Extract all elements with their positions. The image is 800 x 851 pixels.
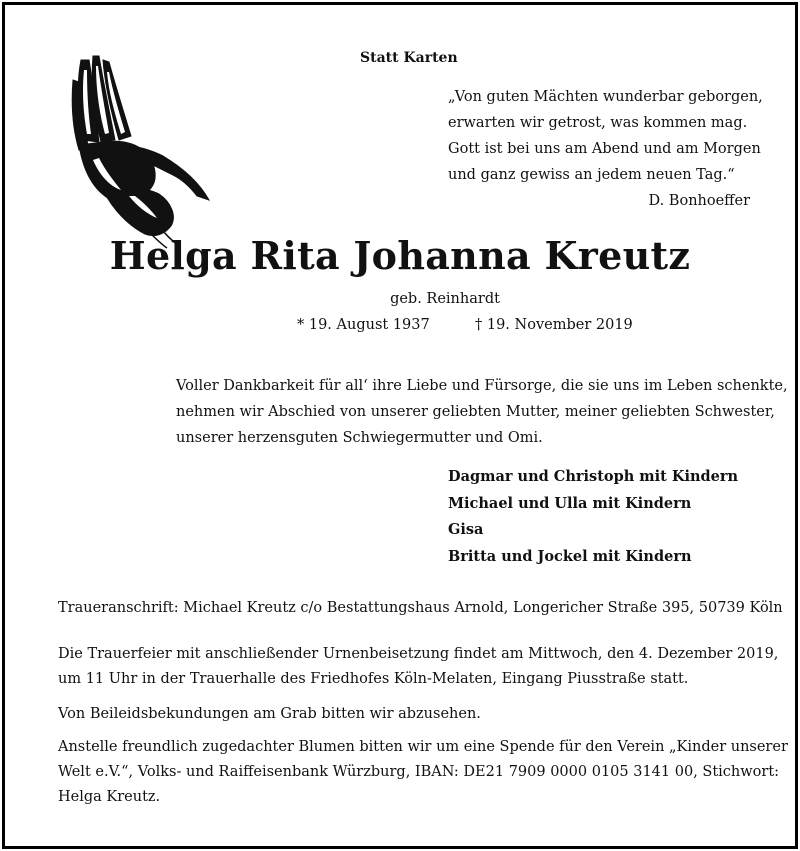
obituary-notice xyxy=(2,2,798,849)
birth-name: geb. Reinhardt xyxy=(390,291,500,307)
intro-line: nehmen wir Abschied von unserer geliebten Mutter, meiner geliebten Schwester, xyxy=(176,404,775,420)
ceremony-line: Die Trauerfeier mit anschließender Urnenbeisetzung findet am Mittwoch, den 4. Dezember 2019, xyxy=(58,646,779,662)
quote-line: und ganz gewiss an jedem neuen Tag.“ xyxy=(448,167,735,183)
deceased-name: Helga Rita Johanna Kreutz xyxy=(109,233,691,278)
condolences-line: Von Beileidsbekundungen am Grab bitten wir abzusehen. xyxy=(58,706,481,722)
intro-line: Voller Dankbarkeit für all‘ ihre Liebe und Fürsorge, die sie uns im Leben schenkte, xyxy=(176,378,788,394)
quote-author: D. Bonhoeffer xyxy=(648,193,750,209)
statt-karten-label: Statt Karten xyxy=(360,50,458,66)
death-date: † 19. November 2019 xyxy=(475,317,633,333)
donation-info xyxy=(58,735,788,810)
family-member: Gisa xyxy=(448,521,484,538)
donation-line: Helga Kreutz. xyxy=(58,789,161,805)
intro-line: unserer herzensguten Schwiegermutter und Omi. xyxy=(176,430,543,446)
ceremony-line: um 11 Uhr in der Trauerhalle des Friedhofes Köln-Melaten, Eingang Piusstraße statt. xyxy=(58,671,689,687)
mourning-address: Traueranschrift: Michael Kreutz c/o Bestattungshaus Arnold, Longericher Straße 395, 50739 Köln xyxy=(58,600,783,616)
ceremony-info xyxy=(58,642,779,692)
praying-hands-icon xyxy=(63,50,223,250)
quote-line: Gott ist bei uns am Abend und am Morgen xyxy=(448,141,761,157)
intro-text xyxy=(176,373,788,451)
family-member: Michael und Ulla mit Kindern xyxy=(448,494,692,512)
family-signatures xyxy=(448,464,738,570)
birth-date: * 19. August 1937 xyxy=(297,317,430,333)
donation-line: Welt e.V.“, Volks- und Raiffeisenbank Würzburg, IBAN: DE21 7909 0000 0105 3141 00, Stichwort: xyxy=(58,764,780,780)
quote-line: erwarten wir getrost, was kommen mag. xyxy=(448,115,748,131)
bonhoeffer-quote xyxy=(448,84,763,188)
quote-line: „Von guten Mächten wunderbar geborgen, xyxy=(448,89,763,105)
family-member: Britta und Jockel mit Kindern xyxy=(448,547,692,565)
condolences-note xyxy=(58,702,748,727)
donation-line: Anstelle freundlich zugedachter Blumen bitten wir um eine Spende für den Verein „Kinder unserer xyxy=(58,739,788,755)
family-member: Dagmar und Christoph mit Kindern xyxy=(448,468,739,485)
